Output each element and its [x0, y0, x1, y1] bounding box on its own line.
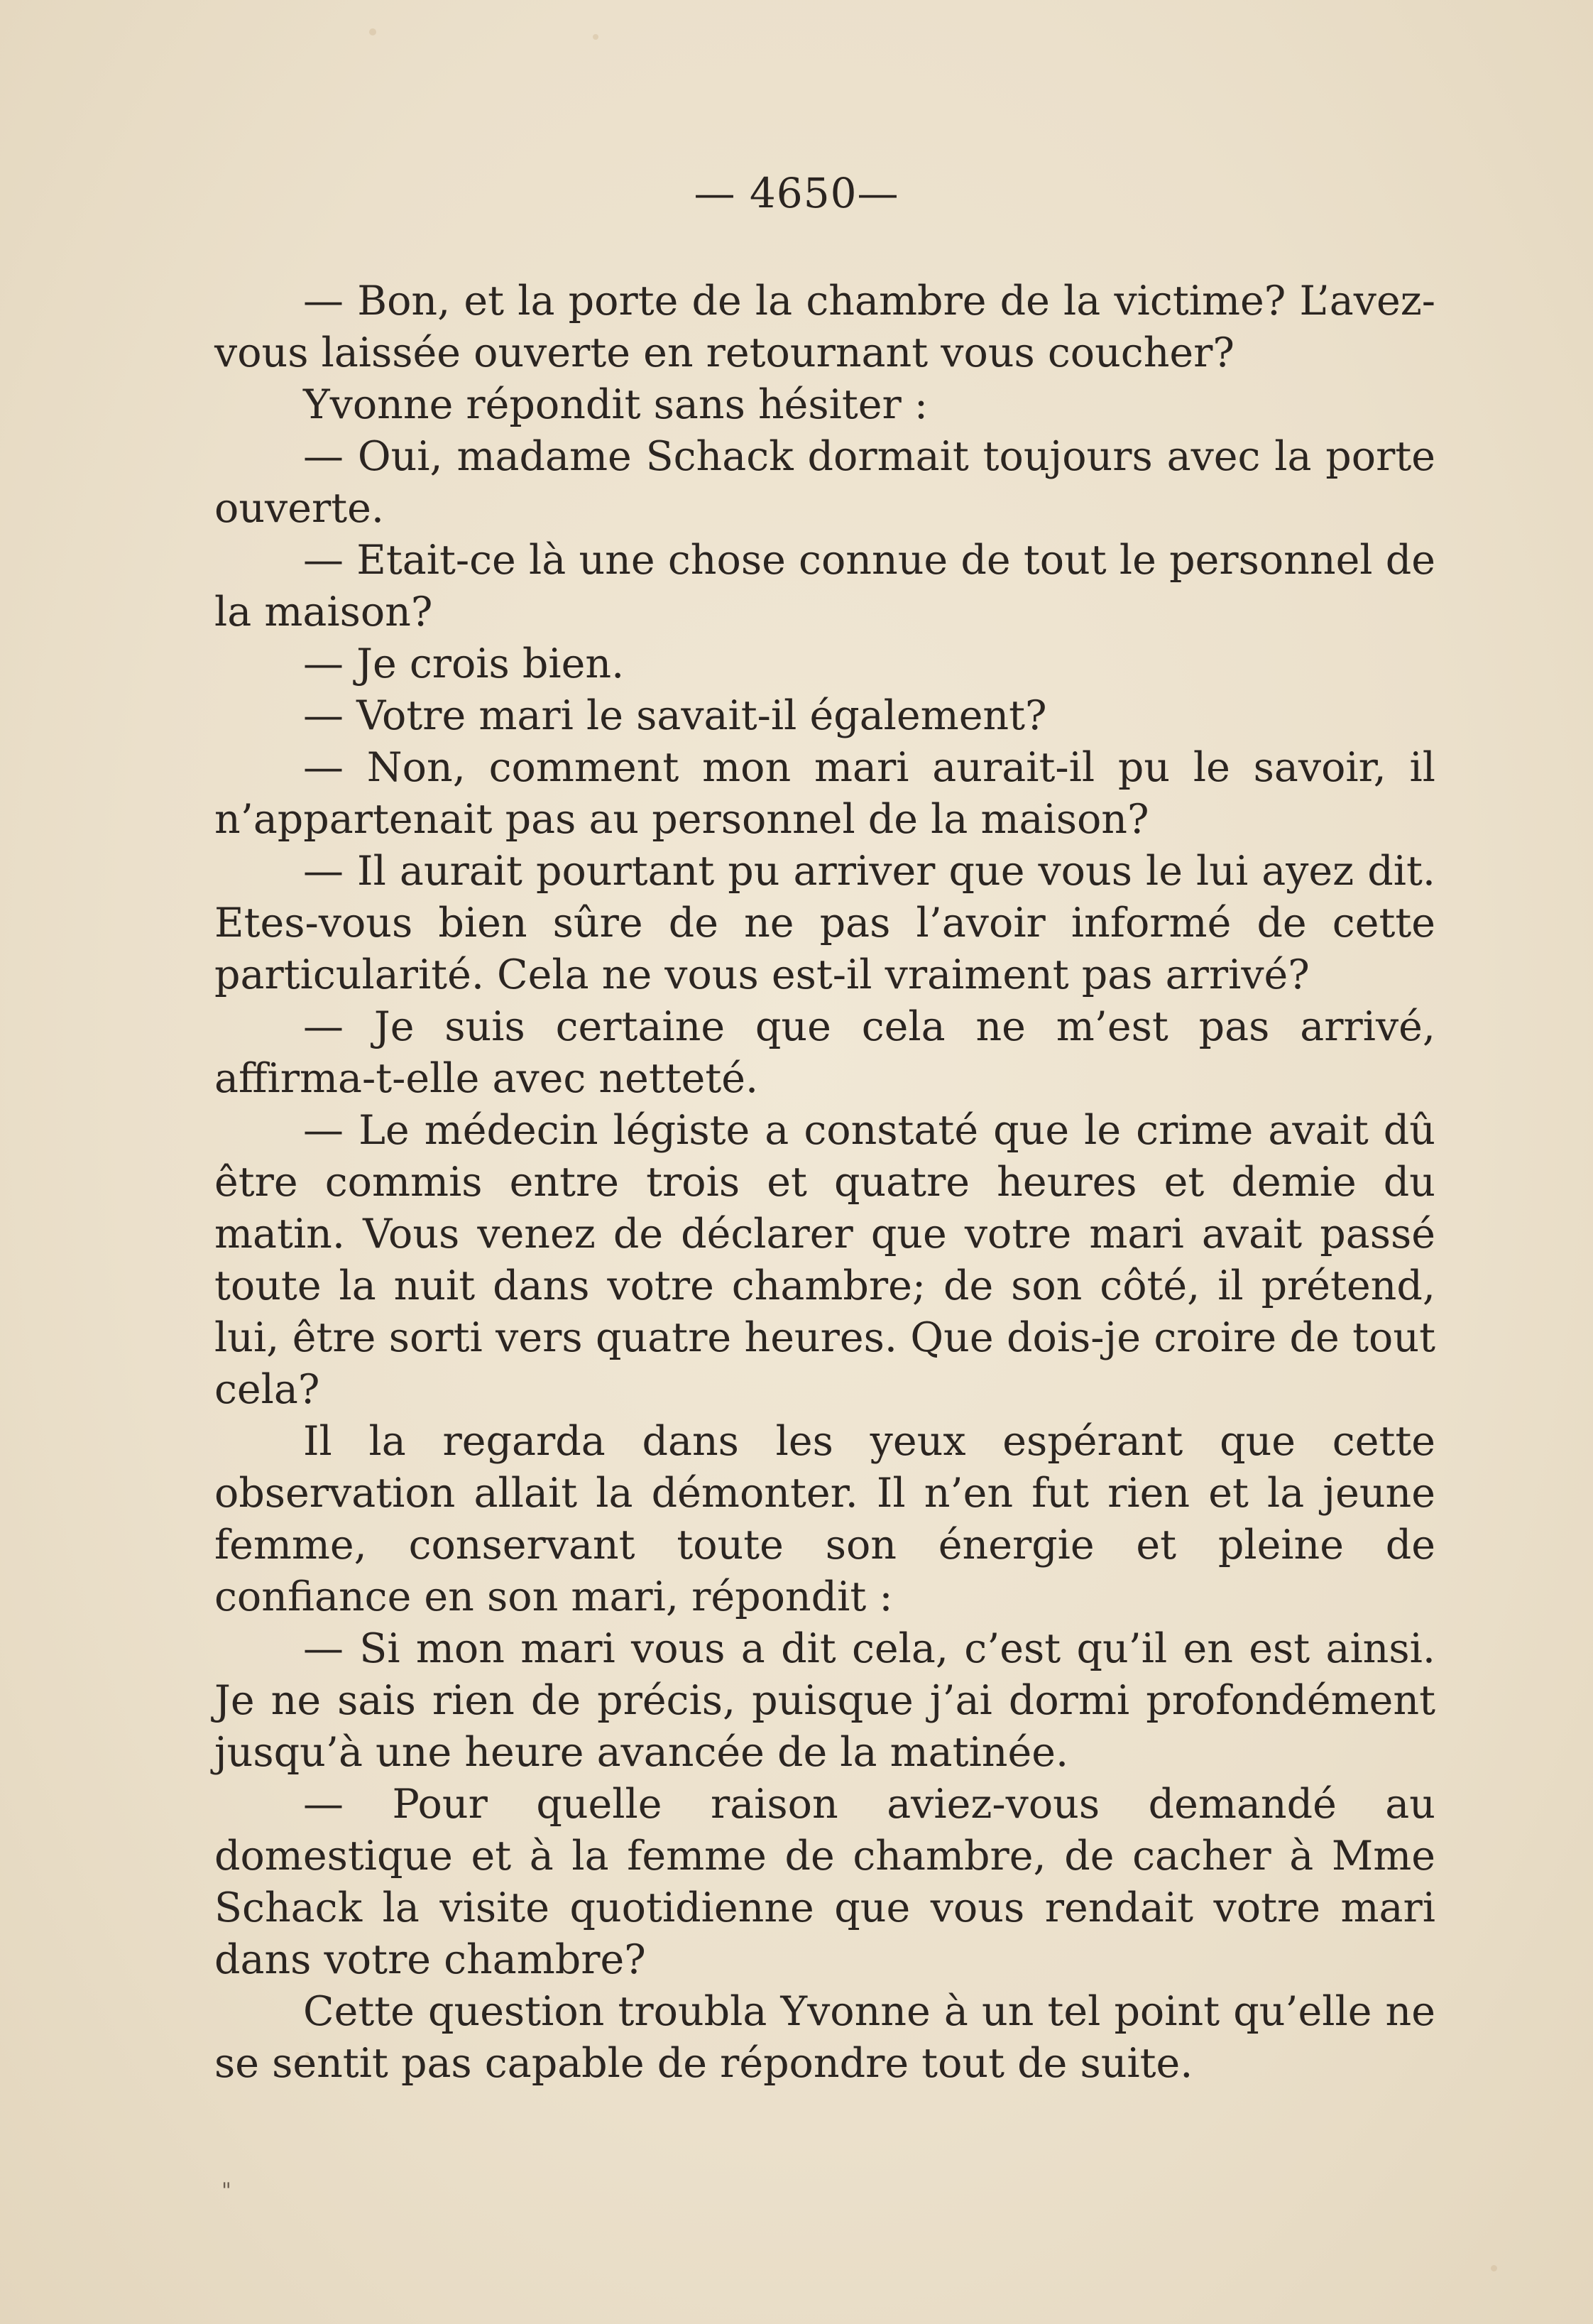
paragraph: — Si mon mari vous a dit cela, c’est qu’il en est ainsi. Je ne sais rien de précis, puisque j’ai dormi profondément jusqu’à une heure avancée de la matinée. — [214, 1625, 1435, 1776]
paper-spot — [369, 28, 376, 36]
paragraph: — Je crois bien. — [303, 640, 625, 687]
paper-spot — [593, 34, 598, 40]
paragraph: — Votre mari le savait-il également? — [303, 692, 1047, 739]
footer-mark: " — [221, 2178, 231, 2203]
paragraph: — Non, comment mon mari aurait-il pu le savoir, il n’appartenait pas au personnel de la maison? — [214, 744, 1435, 843]
paragraph: — Bon, et la porte de la chambre de la victime? L’avez-vous laissée ouverte en retournant vous coucher? — [214, 278, 1435, 376]
paragraph: Yvonne répondit sans hésiter : — [303, 381, 929, 428]
paragraph: Il la regarda dans les yeux espérant que cette observation allait la démonter. Il n’en fut rien et la jeune femme, conservant toute son énergie et pleine de confiance en son mari, répondit : — [214, 1418, 1435, 1620]
paragraph: — Il aurait pourtant pu arriver que vous le lui ayez dit. Etes-vous bien sûre de ne pas l’avoir informé de cette particularité. Cela ne vous est-il vraiment pas arrivé? — [214, 848, 1435, 998]
paragraph: Cette question troubla Yvonne à un tel point qu’elle ne se sentit pas capable de répondre tout de suite. — [214, 1988, 1435, 2087]
body-text — [214, 276, 1435, 2090]
paragraph: — Je suis certaine que cela ne m’est pas arrivé, affirma-t-elle avec netteté. — [214, 1003, 1435, 1102]
paper-spot — [1491, 2265, 1497, 2271]
page-number: — 4650— — [694, 169, 899, 217]
paragraph: — Oui, madame Schack dormait toujours avec la porte ouverte. — [214, 433, 1435, 532]
paragraph: — Le médecin légiste a constaté que le crime avait dû être commis entre trois et quatre heures et demie du matin. Vous venez de déclarer que votre mari avait passé toute la nuit dans votre chambre; de son côté, il prétend, lui, être sorti vers quatre heures. Que dois-je croire de tout cela? — [214, 1107, 1435, 1413]
paragraph: — Etait-ce là une chose connue de tout le personnel de la maison? — [214, 537, 1435, 635]
paragraph: — Pour quelle raison aviez-vous demandé au domestique et à la femme de chambre, de cacher à Mme Schack la visite quotidienne que vous rendait votre mari dans votre chambre? — [214, 1781, 1435, 1983]
